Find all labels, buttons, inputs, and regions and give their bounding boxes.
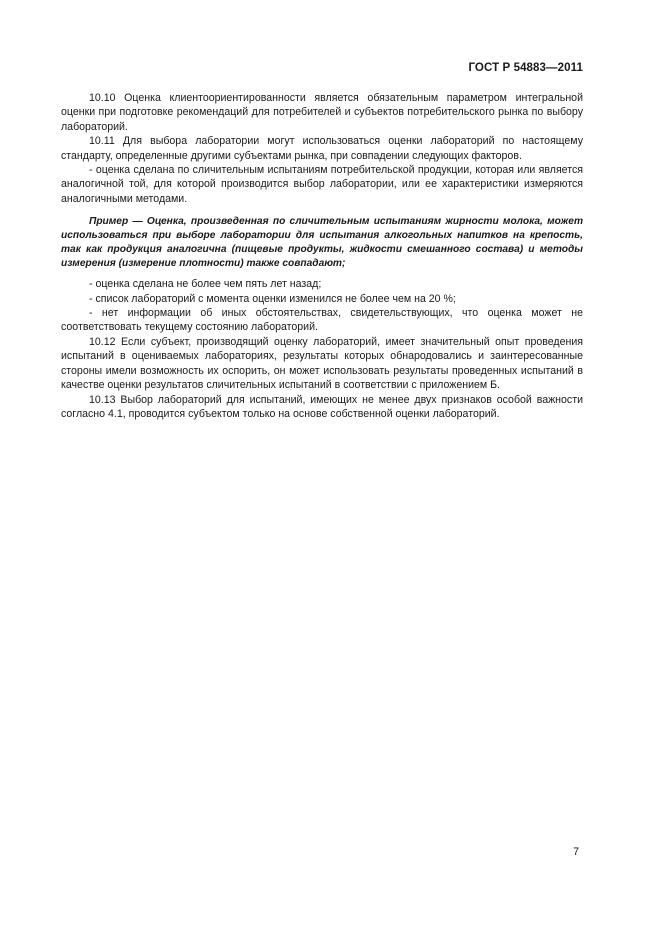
list-item-no-information: - нет информации об иных обстоятельствах, свидетельствующих, что оценка может не соответствовать текущему состоянию лабораторий. [61, 307, 583, 334]
list-item-five-years: - оценка сделана не более чем пять лет назад; [89, 278, 322, 291]
page-number: 7 [573, 846, 579, 858]
document-body [61, 91, 583, 421]
paragraph-10-10: 10.10 Оценка клиентоориентированности является обязательным параметром интегральной оценки при подготовке рекомендаций для потребителей и субъектов потребительского рынка по выбору лабораторий. [61, 92, 583, 133]
list-item-analogous-methods: - оценка сделана по сличительным испытаниям потребительской продукции, которая или является аналогичной той, для которой производится выбор лаборатории, или ее характеристики измеряются аналогичными методами. [61, 164, 583, 205]
list-item-twenty-percent: - список лабораторий с момента оценки изменился не более чем на 20 %; [89, 292, 456, 305]
paragraph-10-13: 10.13 Выбор лабораторий для испытаний, имеющих не менее двух признаков особой важности согласно 4.1, проводится субъектом только на основе собственной оценки лабораторий. [61, 393, 583, 420]
document-code-header: ГОСТ Р 54883—2011 [468, 62, 583, 74]
paragraph-10-11: 10.11 Для выбора лаборатории могут использоваться оценки лабораторий по настоящему стандарту, определенные другими субъектами рынка, при совпадении следующих факторов. [61, 135, 583, 162]
example-note: Пример — Оценка, произведенная по сличительным испытаниям жирности молока, может использоваться при выборе лаборатории для испытания алкогольных напитков на крепость, так как продукция аналогична (пищевые продукты, жидкости смешанного состава) и методы измерения (измерение плотности) также совпадают; [61, 216, 583, 270]
paragraph-10-12: 10.12 Если субъект, производящий оценку лабораторий, имеет значительный опыт проведения испытаний в оцениваемых лабораториях, результаты которых обнародовались и заинтересованные стороны имели возможность их оспорить, он может использовать результаты проведенных испытаний в качестве оценки результатов сличительных испытаний в соответствии с приложением Б. [61, 335, 583, 392]
